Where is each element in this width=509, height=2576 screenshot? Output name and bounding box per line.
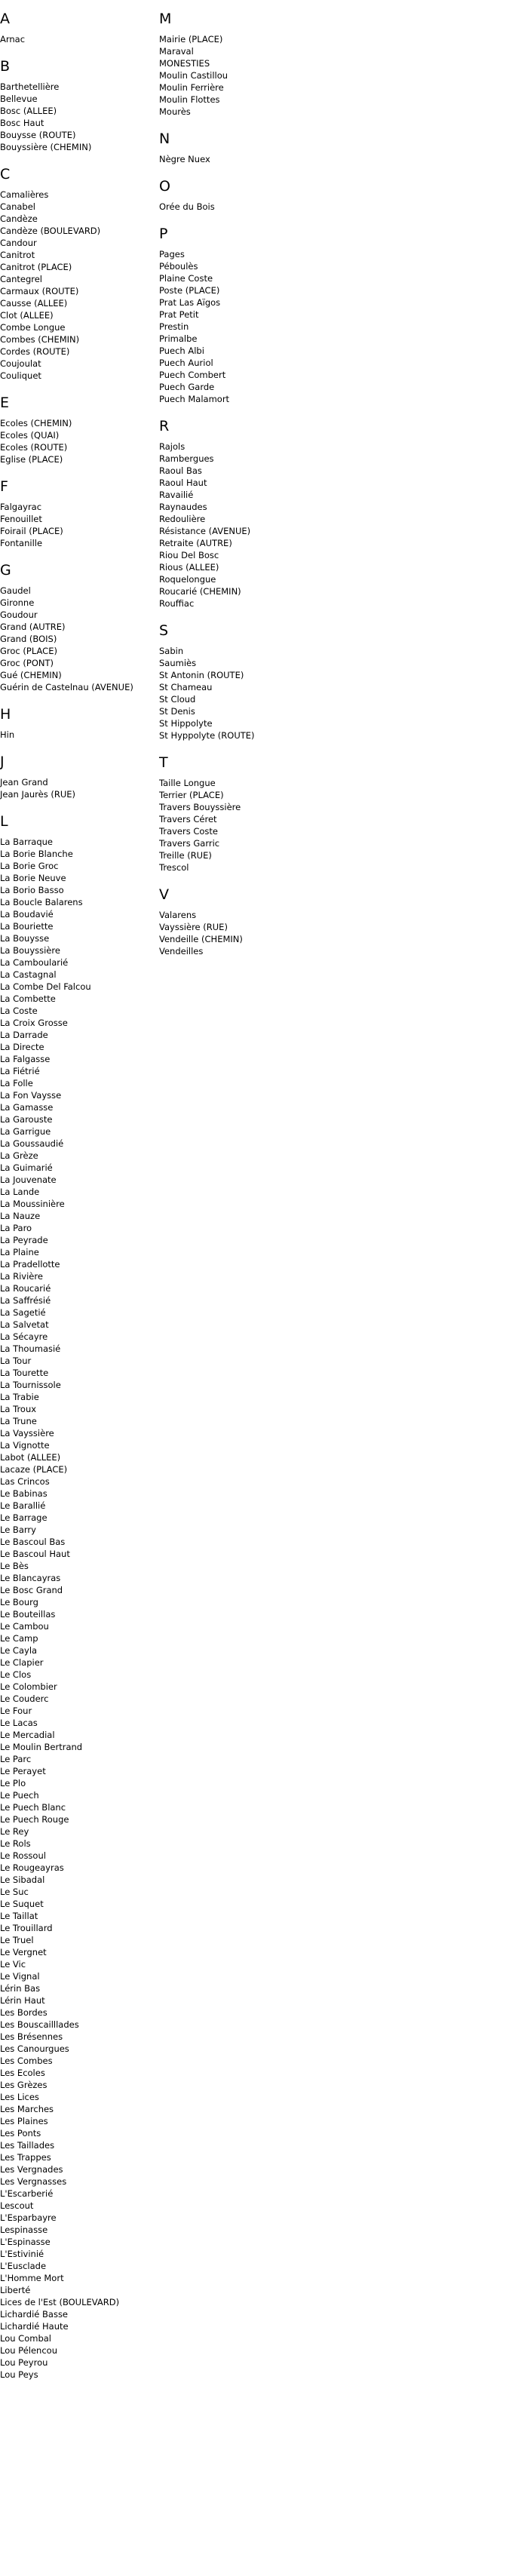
street-item: La Thoumasié <box>0 1343 61 1354</box>
street-item: Carmaux (ROUTE) <box>0 286 79 296</box>
street-item: Clot (ALLEE) <box>0 310 54 321</box>
street-item: La Pradellotte <box>0 1259 60 1270</box>
street-item: La Combette <box>0 993 56 1004</box>
street-item: Le Vignal <box>0 1971 40 1982</box>
street-item: Riou Del Bosc <box>159 550 219 560</box>
street-item: La Grèze <box>0 1150 38 1161</box>
street-item: Fontanille <box>0 538 43 548</box>
street-item: Rajols <box>159 441 186 452</box>
street-item: Jean Grand <box>0 777 48 788</box>
section-letter-heading: E <box>0 395 10 411</box>
letter-section <box>0 166 155 382</box>
street-item: Les Marches <box>0 2104 54 2114</box>
street-item: La Borie Blanche <box>0 849 73 859</box>
street-item: La Moussinière <box>0 1199 65 1209</box>
section-letter-heading: S <box>159 622 169 639</box>
street-item: La Vayssière <box>0 1428 54 1438</box>
street-item: Le Four <box>0 1706 32 1716</box>
street-item: La Castagnal <box>0 969 57 980</box>
street-item: Le Rols <box>0 1838 31 1849</box>
section-letter-heading: T <box>159 754 168 771</box>
street-item: Moulin Castillou <box>159 70 228 81</box>
street-list <box>159 201 385 213</box>
letter-section <box>0 813 155 2381</box>
street-item: Le Bascoul Haut <box>0 1549 70 1559</box>
street-item: Causse (ALLEE) <box>0 298 68 309</box>
street-item: Ecoles (CHEMIN) <box>0 418 72 428</box>
street-item: Orée du Bois <box>159 201 215 212</box>
letter-section <box>0 754 155 800</box>
street-item: La Guimarié <box>0 1162 53 1173</box>
street-list <box>0 836 155 2381</box>
street-item: Grand (AUTRE) <box>0 622 66 632</box>
street-item: La Vignotte <box>0 1440 50 1451</box>
street-item: Les Canourgues <box>0 2043 69 2054</box>
street-item: La Darrade <box>0 1030 48 1040</box>
street-item: Lérin Bas <box>0 1983 41 1994</box>
street-item: Cordes (ROUTE) <box>0 346 70 357</box>
street-item: Travers Garric <box>159 838 220 849</box>
street-item: Rouffiac <box>159 598 195 609</box>
street-item: Puech Malamort <box>159 394 230 404</box>
street-item: Sabin <box>159 646 184 656</box>
letter-section <box>0 562 155 693</box>
street-list <box>159 909 385 957</box>
street-item: Le Vic <box>0 1959 26 1970</box>
street-item: Le Parc <box>0 1754 32 1764</box>
street-item: La Borio Basso <box>0 885 64 895</box>
street-item: La Bouyssière <box>0 945 60 956</box>
street-item: Eglise (PLACE) <box>0 454 63 465</box>
street-item: Grand (BOIS) <box>0 634 57 644</box>
street-item: Le Moulin Bertrand <box>0 1742 83 1752</box>
street-item: Treille (RUE) <box>159 850 212 861</box>
street-item: La Paro <box>0 1223 32 1233</box>
street-item: Péboulès <box>159 261 198 272</box>
street-item: Falgayrac <box>0 502 42 512</box>
street-item: St Chameau <box>159 682 213 692</box>
letter-section <box>159 178 385 213</box>
street-item: Plaine Coste <box>159 273 213 284</box>
letter-section <box>159 418 385 609</box>
street-list <box>159 33 385 118</box>
street-item: Nègre Nuex <box>159 154 210 164</box>
letter-section <box>159 886 385 957</box>
street-item: Travers Coste <box>159 826 219 837</box>
section-letter-heading: H <box>0 706 11 723</box>
street-item: Combe Longue <box>0 322 66 333</box>
street-item: La Falgasse <box>0 1054 51 1064</box>
street-item: La Tournissole <box>0 1380 61 1390</box>
letter-section <box>159 754 385 874</box>
street-item: Puech Albi <box>159 345 204 356</box>
section-letter-heading: R <box>159 418 170 434</box>
street-list <box>0 33 155 45</box>
street-item: Rambergues <box>159 453 214 464</box>
street-item: Prat Petit <box>159 309 199 320</box>
street-item: Candour <box>0 238 37 248</box>
street-item: La Borie Groc <box>0 861 59 871</box>
street-item: La Trabie <box>0 1392 39 1402</box>
street-item: St Denis <box>159 706 195 717</box>
street-item: La Bouysse <box>0 933 50 944</box>
street-item: Le Camp <box>0 1633 38 1644</box>
street-item: Lou Pélencou <box>0 2345 57 2356</box>
street-item: La Camboularié <box>0 957 69 968</box>
street-item: La Plaine <box>0 1247 39 1257</box>
street-item: Le Sibadal <box>0 1874 45 1885</box>
street-item: Mourès <box>159 106 191 117</box>
street-list <box>159 777 385 874</box>
street-item: Le Bouteillas <box>0 1609 56 1620</box>
street-item: L'Espinasse <box>0 2237 51 2247</box>
street-item: Lichardié Haute <box>0 2321 69 2332</box>
street-item: Prestin <box>159 321 189 332</box>
street-item: Le Barrage <box>0 1512 48 1523</box>
street-item: Lichardié Basse <box>0 2309 69 2320</box>
street-item: La Rivière <box>0 1271 43 1282</box>
street-item: Le Couderc <box>0 1693 49 1704</box>
street-item: Travers Céret <box>159 814 217 824</box>
street-item: Les Trappes <box>0 2152 51 2163</box>
street-item: Ravailié <box>159 490 194 500</box>
street-item: La Roucarié <box>0 1283 51 1294</box>
street-item: La Sécayre <box>0 1331 48 1342</box>
street-item: La Garouste <box>0 1114 53 1125</box>
section-letter-heading: G <box>0 562 11 579</box>
street-item: La Coste <box>0 1006 38 1016</box>
street-item: Le Babinas <box>0 1488 48 1499</box>
street-item: Lespinasse <box>0 2224 48 2235</box>
street-item: St Hippolyte <box>159 718 213 729</box>
section-letter-heading: F <box>0 478 8 495</box>
street-item: Fenouillet <box>0 514 42 524</box>
letter-section <box>159 622 385 741</box>
street-item: Le Lacas <box>0 1718 38 1728</box>
street-item: La Barraque <box>0 837 54 847</box>
street-item: Les Ecoles <box>0 2068 45 2078</box>
street-item: Le Colombier <box>0 1681 57 1692</box>
section-letter-heading: A <box>0 11 10 27</box>
street-item: Taille Longue <box>159 778 216 788</box>
street-item: Valarens <box>159 910 197 920</box>
street-item: La Fiétrié <box>0 1066 40 1076</box>
street-list <box>159 645 385 741</box>
section-letter-heading: C <box>0 166 11 183</box>
street-list <box>0 501 155 549</box>
street-item: Puech Garde <box>159 382 215 392</box>
street-item: Le Barry <box>0 1524 36 1535</box>
street-item: La Croix Grosse <box>0 1018 68 1028</box>
street-item: La Sagetié <box>0 1307 46 1318</box>
street-item: La Garrigue <box>0 1126 51 1137</box>
street-item: Lescout <box>0 2200 34 2211</box>
street-item: Puech Combert <box>159 370 226 380</box>
street-item: Le Taillat <box>0 1911 38 1921</box>
street-item: Pages <box>159 249 185 259</box>
letter-section <box>0 11 155 45</box>
street-item: Les Combes <box>0 2056 53 2066</box>
street-item: Le Perayet <box>0 1766 46 1776</box>
street-item: La Directe <box>0 1042 44 1052</box>
street-item: L'Estivinié <box>0 2249 44 2259</box>
street-item: Les Brésennes <box>0 2031 63 2042</box>
street-item: La Saffrésié <box>0 1295 51 1306</box>
street-item: L'Eusclade <box>0 2261 47 2271</box>
right-column <box>159 11 385 970</box>
street-item: Bouyssière (CHEMIN) <box>0 142 92 152</box>
street-item: Bellevue <box>0 94 38 104</box>
street-item: Le Cambou <box>0 1621 49 1632</box>
street-item: Vendeille (CHEMIN) <box>159 934 243 944</box>
letter-section <box>159 11 385 118</box>
street-item: La Boucle Balarens <box>0 897 83 907</box>
street-item: Lices de l'Est (BOULEVARD) <box>0 2297 120 2307</box>
street-item: Gué (CHEMIN) <box>0 670 62 680</box>
street-list <box>0 189 155 382</box>
street-item: Le Bès <box>0 1561 29 1571</box>
street-item: Mairie (PLACE) <box>159 34 223 45</box>
street-item: Barthetellière <box>0 81 60 92</box>
street-item: Terrier (PLACE) <box>159 790 224 800</box>
street-item: La Jouvenate <box>0 1174 57 1185</box>
street-item: Lérin Haut <box>0 1995 45 2006</box>
street-item: La Troux <box>0 1404 37 1414</box>
street-item: Goudour <box>0 609 38 620</box>
street-item: Rious (ALLEE) <box>159 562 219 573</box>
street-item: MONESTIES <box>159 58 210 69</box>
street-item: Vendeilles <box>159 946 204 956</box>
street-list <box>0 585 155 693</box>
street-item: Les Taillades <box>0 2140 55 2151</box>
street-item: Moulin Flottes <box>159 94 220 105</box>
street-item: Raoul Bas <box>159 465 202 476</box>
street-item: Le Plo <box>0 1778 26 1788</box>
street-item: Le Bosc Grand <box>0 1585 63 1595</box>
street-item: Les Vergnasses <box>0 2176 67 2187</box>
street-item: Canitrot (PLACE) <box>0 262 72 272</box>
left-column <box>0 11 155 2393</box>
street-item: L'Escarberié <box>0 2188 54 2199</box>
street-item: Le Bourg <box>0 1597 38 1607</box>
street-item: Le Rey <box>0 1826 29 1837</box>
street-item: Bosc Haut <box>0 118 44 128</box>
section-letter-heading: N <box>159 130 170 147</box>
street-item: Ecoles (ROUTE) <box>0 442 68 453</box>
street-item: Couliquet <box>0 370 41 381</box>
street-item: Jean Jaurès (RUE) <box>0 789 76 800</box>
street-item: La Fon Vaysse <box>0 1090 62 1101</box>
street-item: Coujoulat <box>0 358 41 369</box>
street-item: Vayssière (RUE) <box>159 922 228 932</box>
street-item: Retraite (AUTRE) <box>159 538 232 548</box>
street-item: La Lande <box>0 1187 40 1197</box>
street-item: Les Lices <box>0 2092 39 2102</box>
section-letter-heading: V <box>159 886 169 903</box>
street-item: Le Mercadial <box>0 1730 55 1740</box>
street-item: La Combe Del Falcou <box>0 981 91 992</box>
street-item: Le Puech Rouge <box>0 1814 69 1825</box>
street-item: Le Rossoul <box>0 1850 46 1861</box>
street-item: Las Crincos <box>0 1476 50 1487</box>
street-item: Le Suquet <box>0 1899 44 1909</box>
letter-section <box>0 395 155 465</box>
letter-section <box>0 706 155 741</box>
street-item: Canitrot <box>0 250 35 260</box>
street-item: Guérin de Castelnau (AVENUE) <box>0 682 133 692</box>
street-item: Le Suc <box>0 1887 29 1897</box>
street-item: L'Homme Mort <box>0 2273 64 2283</box>
street-item: Ecoles (QUAI) <box>0 430 60 441</box>
street-item: Le Vergnet <box>0 1947 47 1957</box>
street-item: La Peyrade <box>0 1235 48 1245</box>
street-item: Bosc (ALLEE) <box>0 106 57 116</box>
street-item: Camalières <box>0 189 49 200</box>
street-list <box>159 248 385 405</box>
street-item: Primalbe <box>159 333 198 344</box>
street-item: La Salvetat <box>0 1319 49 1330</box>
street-item: Maraval <box>159 46 194 57</box>
street-item: St Antonin (ROUTE) <box>159 670 244 680</box>
street-item: Les Grèzes <box>0 2080 48 2090</box>
street-item: Candèze (BOULEVARD) <box>0 226 101 236</box>
street-item: Le Rougeayras <box>0 1862 64 1873</box>
street-item: Roucarié (CHEMIN) <box>159 586 241 597</box>
section-letter-heading: M <box>159 11 172 27</box>
street-item: Les Ponts <box>0 2128 41 2138</box>
street-list <box>159 153 385 165</box>
street-item: Groc (PONT) <box>0 658 54 668</box>
section-letter-heading: J <box>0 754 5 770</box>
street-item: Raoul Haut <box>159 477 207 488</box>
street-item: Candèze <box>0 213 38 224</box>
street-item: Le Barallié <box>0 1500 46 1511</box>
street-item: Groc (PLACE) <box>0 646 57 656</box>
street-item: Le Cayla <box>0 1645 38 1656</box>
street-list <box>0 417 155 465</box>
street-list <box>0 729 155 741</box>
street-item: La Folle <box>0 1078 33 1088</box>
street-item: La Goussaudié <box>0 1138 64 1149</box>
street-item: Gironne <box>0 597 35 608</box>
street-item: Moulin Ferrière <box>159 82 224 93</box>
street-item: Le Blancayras <box>0 1573 61 1583</box>
street-item: Le Puech Blanc <box>0 1802 66 1813</box>
street-item: Les Bordes <box>0 2007 48 2018</box>
street-item: Cantegrel <box>0 274 42 284</box>
street-list <box>0 776 155 800</box>
street-item: Puech Auriol <box>159 358 213 368</box>
street-item: Poste (PLACE) <box>159 285 220 296</box>
street-item: Foirail (PLACE) <box>0 526 63 536</box>
street-item: Le Bascoul Bas <box>0 1537 66 1547</box>
street-item: Liberté <box>0 2285 31 2295</box>
street-item: Les Plaines <box>0 2116 48 2126</box>
street-item: Résistance (AVENUE) <box>159 526 251 536</box>
street-item: Hin <box>0 729 15 740</box>
street-item: L'Esparbayre <box>0 2212 57 2223</box>
street-item: La Borie Neuve <box>0 873 66 883</box>
section-letter-heading: B <box>0 58 11 75</box>
street-item: Lou Peyrou <box>0 2357 48 2368</box>
street-list <box>159 441 385 609</box>
letter-section <box>0 478 155 549</box>
street-item: Lou Combal <box>0 2333 51 2344</box>
street-item: St Hyppolyte (ROUTE) <box>159 730 255 741</box>
street-item: La Tourette <box>0 1368 49 1378</box>
street-item: La Gamasse <box>0 1102 54 1113</box>
section-letter-heading: L <box>0 813 8 830</box>
street-item: Prat Las Aïgos <box>159 297 221 308</box>
street-item: Arnac <box>0 34 26 45</box>
street-item: Le Puech <box>0 1790 39 1801</box>
street-item: Bouysse (ROUTE) <box>0 130 76 140</box>
street-item: Trescol <box>159 862 189 873</box>
letter-section <box>159 226 385 405</box>
street-item: Le Trouillard <box>0 1923 53 1933</box>
street-item: Labot (ALLEE) <box>0 1452 61 1463</box>
street-item: Gaudel <box>0 585 31 596</box>
street-item: Le Clos <box>0 1669 32 1680</box>
street-item: Lou Peys <box>0 2369 38 2380</box>
street-item: Les Vergnades <box>0 2164 63 2175</box>
street-item: La Nauze <box>0 1211 41 1221</box>
street-item: La Bouriette <box>0 921 54 932</box>
street-item: La Trune <box>0 1416 37 1426</box>
street-item: La Tour <box>0 1356 32 1366</box>
street-item: St Cloud <box>159 694 196 705</box>
street-item: Saumiès <box>159 658 197 668</box>
section-letter-heading: O <box>159 178 170 195</box>
letter-section <box>0 58 155 153</box>
street-item: Roquelongue <box>159 574 216 585</box>
street-item: Combes (CHEMIN) <box>0 334 80 345</box>
street-item: Lacaze (PLACE) <box>0 1464 68 1475</box>
street-item: Le Clapier <box>0 1657 44 1668</box>
letter-section <box>159 130 385 165</box>
street-item: La Boudavié <box>0 909 54 920</box>
street-item: Le Truel <box>0 1935 34 1945</box>
street-item: Raynaudes <box>159 502 207 512</box>
street-item: Redoulière <box>159 514 206 524</box>
street-list <box>0 81 155 153</box>
section-letter-heading: P <box>159 226 168 242</box>
street-item: Travers Bouyssière <box>159 802 241 812</box>
street-item: Les Bouscailllades <box>0 2019 79 2030</box>
street-item: Canabel <box>0 201 35 212</box>
